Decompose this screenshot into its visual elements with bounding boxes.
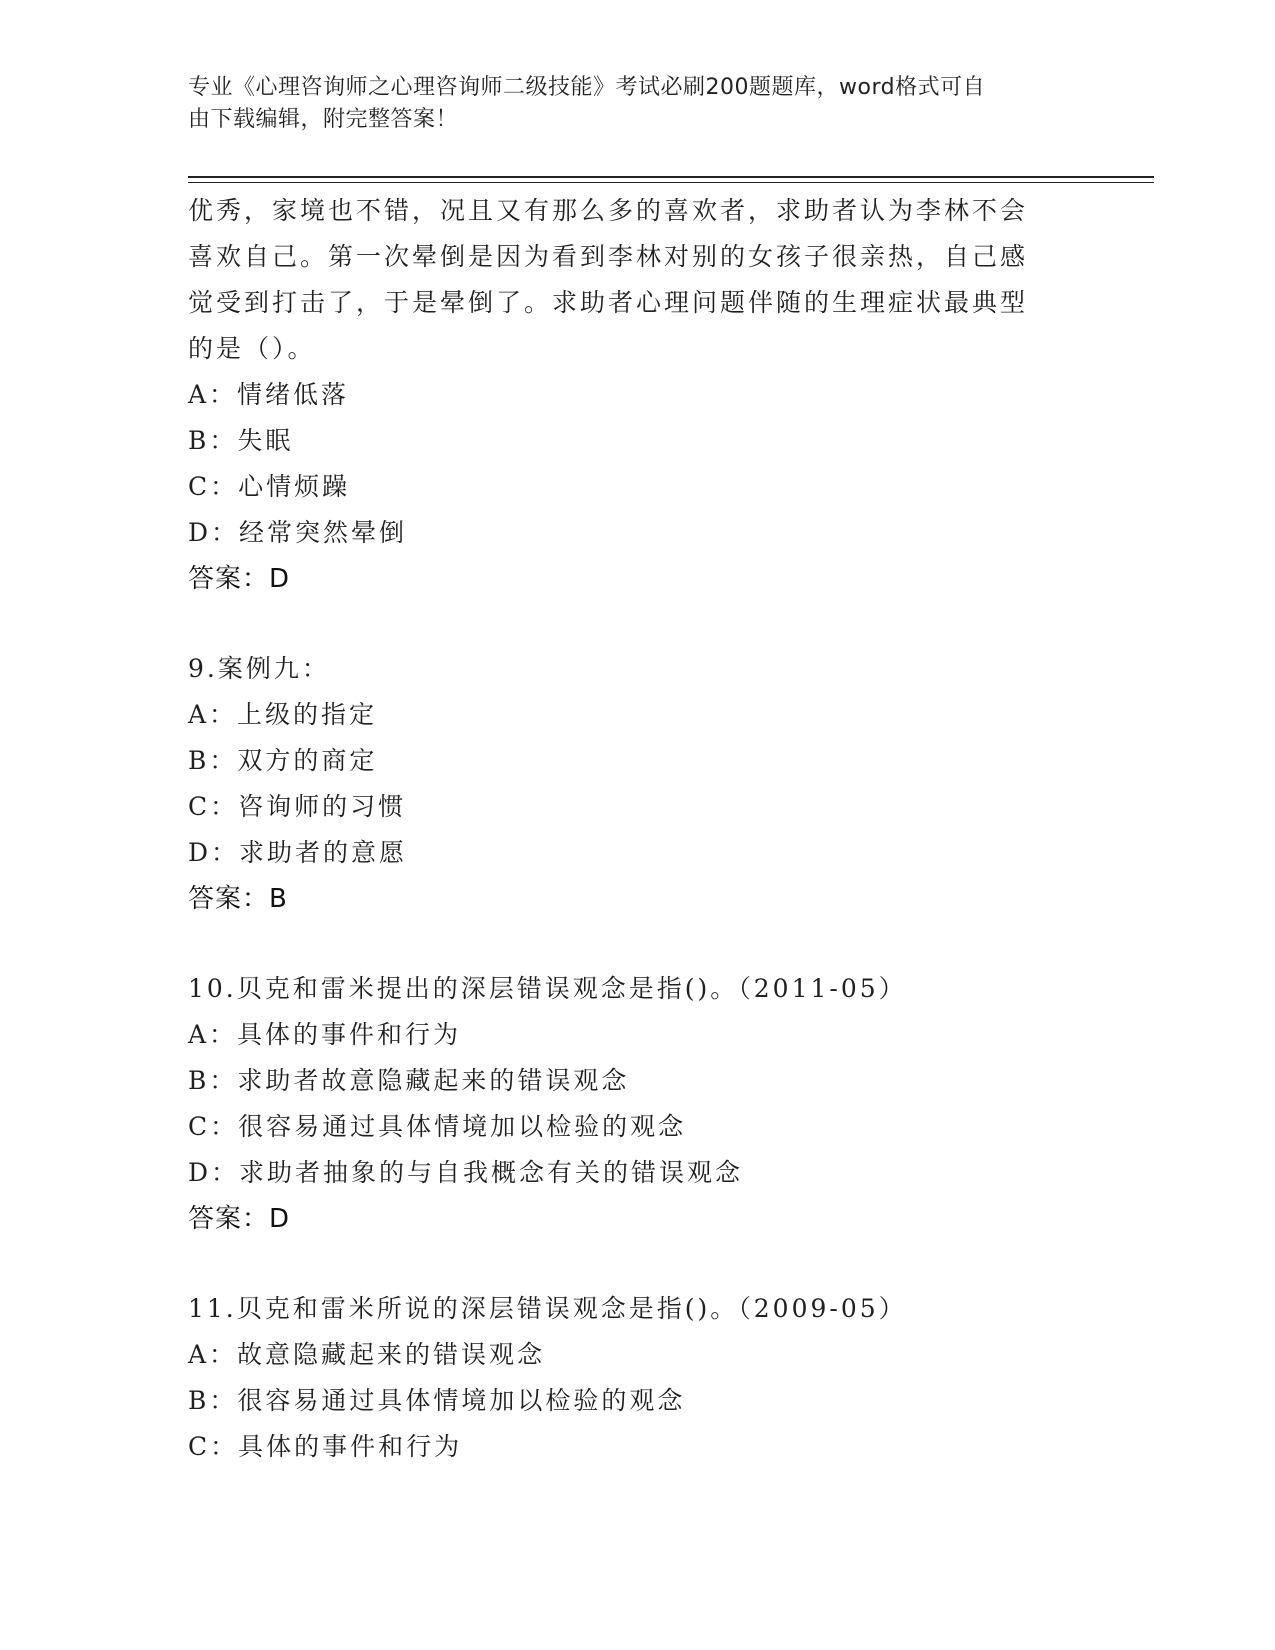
option-c: C：很容易通过具体情境加以检验的观念 <box>188 1112 687 1141</box>
option-b: B：求助者故意隐藏起来的错误观念 <box>188 1066 630 1095</box>
option-b: B：双方的商定 <box>188 746 378 775</box>
option-b: B：很容易通过具体情境加以检验的观念 <box>188 1386 686 1415</box>
question-stem-line: 喜欢自己。第一次晕倒是因为看到李林对别的女孩子很亲热，自己感 <box>188 242 1029 271</box>
question-11 <box>188 1286 1068 1470</box>
answer-line: 答案：B <box>188 884 288 914</box>
question-8-continuation <box>188 188 1068 602</box>
option-a: A：具体的事件和行为 <box>188 1020 462 1049</box>
option-c: C：心情烦躁 <box>188 472 351 501</box>
header-line-1: 专业《心理咨询师之心理咨询师二级技能》考试必刷200题题库，word格式可自 <box>188 75 986 100</box>
answer-line: 答案：D <box>188 564 291 594</box>
question-content <box>188 188 1068 1470</box>
question-10 <box>188 966 1068 1242</box>
spacer <box>188 922 1068 966</box>
spacer <box>188 602 1068 646</box>
option-d: D：求助者的意愿 <box>188 838 408 867</box>
question-stem: 11.贝克和雷米所说的深层错误观念是指()。（2009-05） <box>188 1294 907 1323</box>
question-stem: 9.案例九： <box>188 654 330 683</box>
option-d: D：经常突然晕倒 <box>188 518 408 547</box>
question-9 <box>188 646 1068 922</box>
option-b: B：失眠 <box>188 426 294 455</box>
option-d: D：求助者抽象的与自我概念有关的错误观念 <box>188 1158 744 1187</box>
document-header <box>188 72 1068 136</box>
option-c: C：咨询师的习惯 <box>188 792 407 821</box>
option-c: C：具体的事件和行为 <box>188 1432 463 1461</box>
option-a: A：情绪低落 <box>188 380 350 409</box>
question-stem-line: 优秀，家境也不错，况且又有那么多的喜欢者，求助者认为李林不会 <box>188 196 1029 225</box>
answer-line: 答案：D <box>188 1204 291 1234</box>
spacer <box>188 1242 1068 1286</box>
question-stem-line: 的是（）。 <box>188 334 316 363</box>
header-line-2: 由下载编辑，附完整答案！ <box>188 107 459 132</box>
header-divider-thick <box>188 176 1154 178</box>
option-a: A：故意隐藏起来的错误观念 <box>188 1340 546 1369</box>
option-a: A：上级的指定 <box>188 700 378 729</box>
header-divider-thin <box>188 182 1154 183</box>
question-stem: 10.贝克和雷米提出的深层错误观念是指()。（2011-05） <box>188 974 907 1003</box>
question-stem-line: 觉受到打击了，于是晕倒了。求助者心理问题伴随的生理症状最典型 <box>188 288 1029 317</box>
